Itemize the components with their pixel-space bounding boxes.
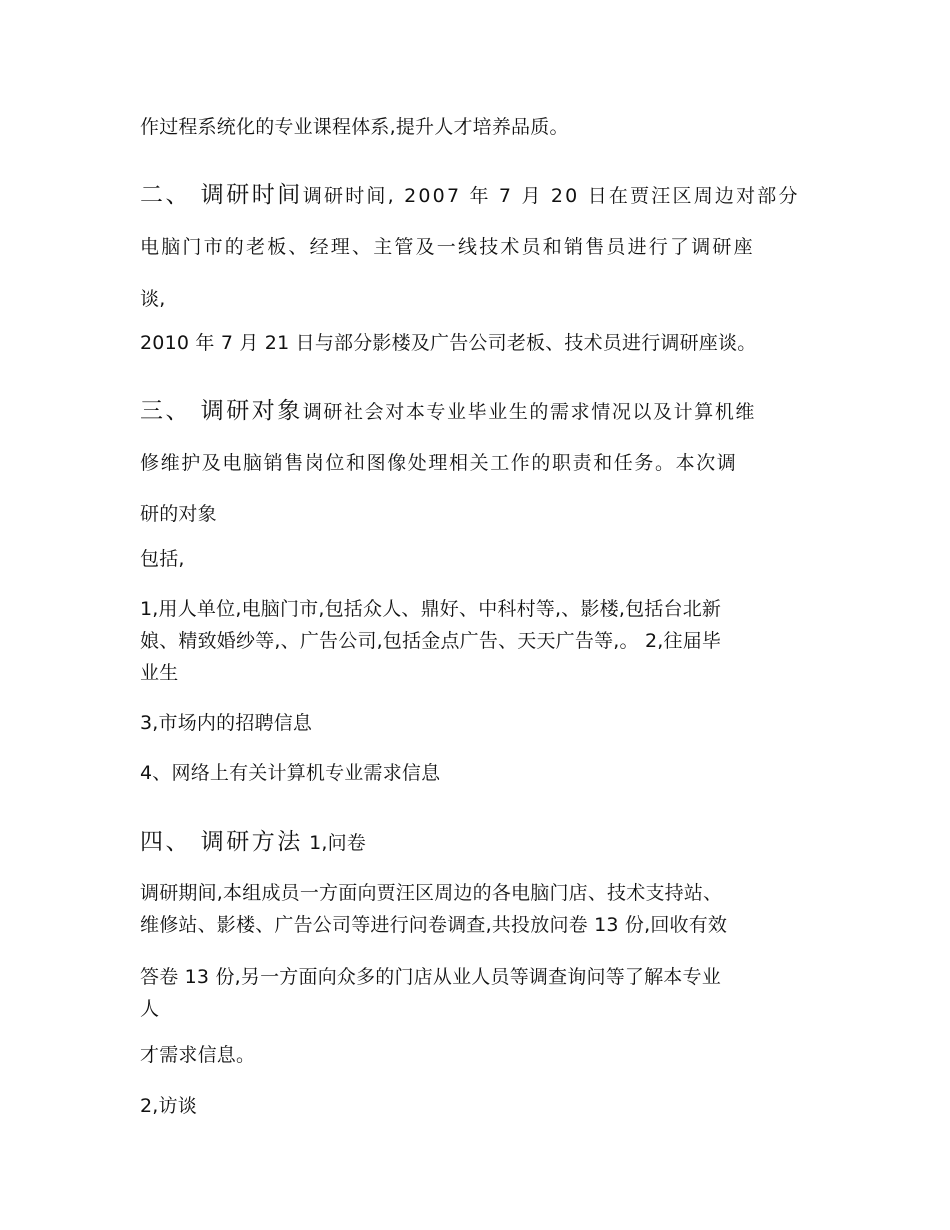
paragraph-text: 1,问卷	[309, 832, 366, 854]
list-item-line: 娘、精致婚纱等,、广告公司,包括金点广告、天天广告等,。 2,往届毕	[140, 630, 722, 652]
list-item-line: 4、网络上有关计算机专业需求信息	[140, 762, 441, 784]
list-item-line: 业生	[140, 662, 179, 684]
section-four-line	[140, 830, 820, 855]
paragraph-line: 作过程系统化的专业课程体系,提升人才培养品质。	[140, 116, 569, 138]
section-heading-research-target: 三、 调研对象	[140, 398, 303, 424]
section-heading-research-method: 四、 调研方法	[140, 829, 303, 855]
paragraph-text: 调研社会对本专业毕业生的需求情况以及计算机维	[302, 401, 757, 423]
section-heading-research-time: 二、 调研时间	[140, 182, 303, 208]
paragraph-line: 才需求信息。	[140, 1044, 256, 1066]
paragraph-line: 包括,	[140, 548, 185, 570]
paragraph-text: 调研时间, 2007 年 7 月 20 日在贾汪区周边对部分	[302, 185, 800, 207]
paragraph-line: 人	[140, 998, 160, 1020]
list-item-line: 1,用人单位,电脑门市,包括众人、鼎好、中科村等,、影楼,包括台北新	[140, 598, 722, 620]
paragraph-line: 谈,	[140, 288, 166, 310]
paragraph-line: 电脑门市的老板、经理、主管及一线技术员和销售员进行了调研座	[140, 236, 755, 258]
paragraph-line: 调研期间,本组成员一方面向贾汪区周边的各电脑门店、技术支持站、	[140, 882, 723, 904]
section-two-line	[140, 183, 820, 208]
paragraph-line: 维修站、影楼、广告公司等进行问卷调查,共投放问卷 13 份,回收有效	[140, 914, 728, 936]
paragraph-line: 修维护及电脑销售岗位和图像处理相关工作的职责和任务。本次调	[140, 452, 738, 474]
list-item-line: 3,市场内的招聘信息	[140, 712, 313, 734]
paragraph-line: 2010 年 7 月 21 日与部分影楼及广告公司老板、技术员进行调研座谈。	[140, 332, 757, 354]
paragraph-line: 答卷 13 份,另一方面向众多的门店从业人员等调查询问等了解本专业	[140, 966, 721, 988]
paragraph-line: 2,访谈	[140, 1095, 197, 1117]
section-three-line	[140, 399, 820, 424]
paragraph-line: 研的对象	[140, 503, 217, 525]
